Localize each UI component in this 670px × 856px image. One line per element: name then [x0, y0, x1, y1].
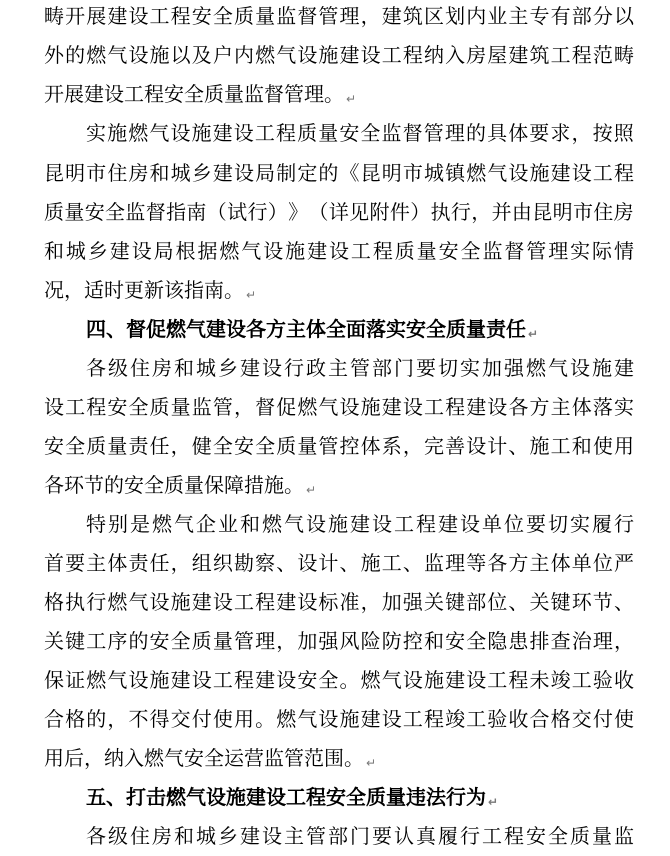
- paragraph-mark-icon: ↵: [366, 756, 377, 770]
- line-text: 况，适时更新该指南。: [44, 278, 244, 302]
- paragraph-mark-icon: ↵: [306, 483, 317, 497]
- text-line: 各 级 住 房 和 城 乡 建 设 主 管 部 门 要 认 真 履 行 工 程 安 全 质 量 监: [86, 824, 634, 848]
- text-line: 格 执 行 燃 气 设 施 建 设 工 程 建 设 标 准 ， 加 强 关 键 部 位 、 关 键 环 节 、: [44, 590, 634, 614]
- text-line: 实 施 燃 气 设 施 建 设 工 程 质 量 安 全 监 督 管 理 的 具 体 要 求 ， 按 照: [86, 121, 634, 145]
- text-line: 特 别 是 燃 气 企 业 和 燃 气 设 施 建 设 工 程 建 设 单 位 要 切 实 履 行: [86, 512, 634, 536]
- text-line: 各 级 住 房 和 城 乡 建 设 行 政 主 管 部 门 要 切 实 加 强 燃 气 设 施 建: [86, 356, 634, 380]
- text-line: [0, 465, 670, 505]
- text-line: 昆 明 市 住 房 和 城 乡 建 设 局 制 定 的 《 昆 明 市 城 镇 燃 气 设 施 建 设 工 程: [44, 161, 634, 185]
- text-line: 质 量 安 全 监 督 指 南 （ 试 行 ） 》 （ 详 见 附 件 ） 执 行 ， 并 由 昆 明 市 住 房: [44, 200, 634, 224]
- text-line: 设 工 程 安 全 质 量 监 管 ， 督 促 燃 气 设 施 建 设 工 程 建 设 各 方 主 体 落 实: [44, 395, 634, 419]
- line-text: 用后，纳入燃气安全运营监管范围。: [44, 746, 364, 770]
- heading-text: 四、督促燃气建设各方主体全面落实安全质量责任: [86, 317, 526, 341]
- text-line: 外 的 燃 气 设 施 以 及 户 内 燃 气 设 施 建 设 工 程 纳 入 房 屋 建 筑 工 程 范 畴: [44, 43, 634, 67]
- text-line: 畴 开 展 建 设 工 程 安 全 质 量 监 督 管 理 ， 建 筑 区 划 内 业 主 专 有 部 分 以: [44, 4, 634, 28]
- text-line: 和 城 乡 建 设 局 根 据 燃 气 设 施 建 设 工 程 质 量 安 全 监 督 管 理 实 际 情: [44, 239, 634, 263]
- text-line: 关 键 工 序 的 安 全 质 量 管 理 ， 加 强 风 险 防 控 和 安 全 隐 患 排 查 治 理 ，: [44, 629, 634, 653]
- section-heading: [0, 777, 670, 817]
- heading-text: 五、打击燃气设施建设工程安全质量违法行为: [86, 785, 486, 809]
- text-line: 首 要 主 体 责 任 ， 组 织 勘 察 、 设 计 、 施 工 、 监 理 等 各 方 主 体 单 位 严: [44, 551, 634, 575]
- line-text: 开展建设工程安全质量监督管理。: [44, 82, 344, 106]
- paragraph-mark-icon: ↵: [246, 288, 257, 302]
- text-line: 保 证 燃 气 设 施 建 设 工 程 建 设 安 全 。 燃 气 设 施 建 设 工 程 未 竣 工 验 收: [44, 668, 634, 692]
- text-line: [0, 270, 670, 310]
- text-line: [0, 74, 670, 114]
- paragraph-mark-icon: ↵: [528, 327, 539, 341]
- paragraph-mark-icon: ↵: [346, 92, 357, 106]
- text-line: [0, 738, 670, 778]
- text-line: 安 全 质 量 责 任 ， 健 全 安 全 质 量 管 控 体 系 ， 完 善 设 计 、 施 工 和 使 用: [44, 434, 634, 458]
- line-text: 各环节的安全质量保障措施。: [44, 473, 304, 497]
- section-heading: [0, 309, 670, 349]
- text-line: 合 格 的 ， 不 得 交 付 使 用 。 燃 气 设 施 建 设 工 程 竣 工 验 收 合 格 交 付 使: [44, 707, 634, 731]
- paragraph-mark-icon: ↵: [488, 795, 499, 809]
